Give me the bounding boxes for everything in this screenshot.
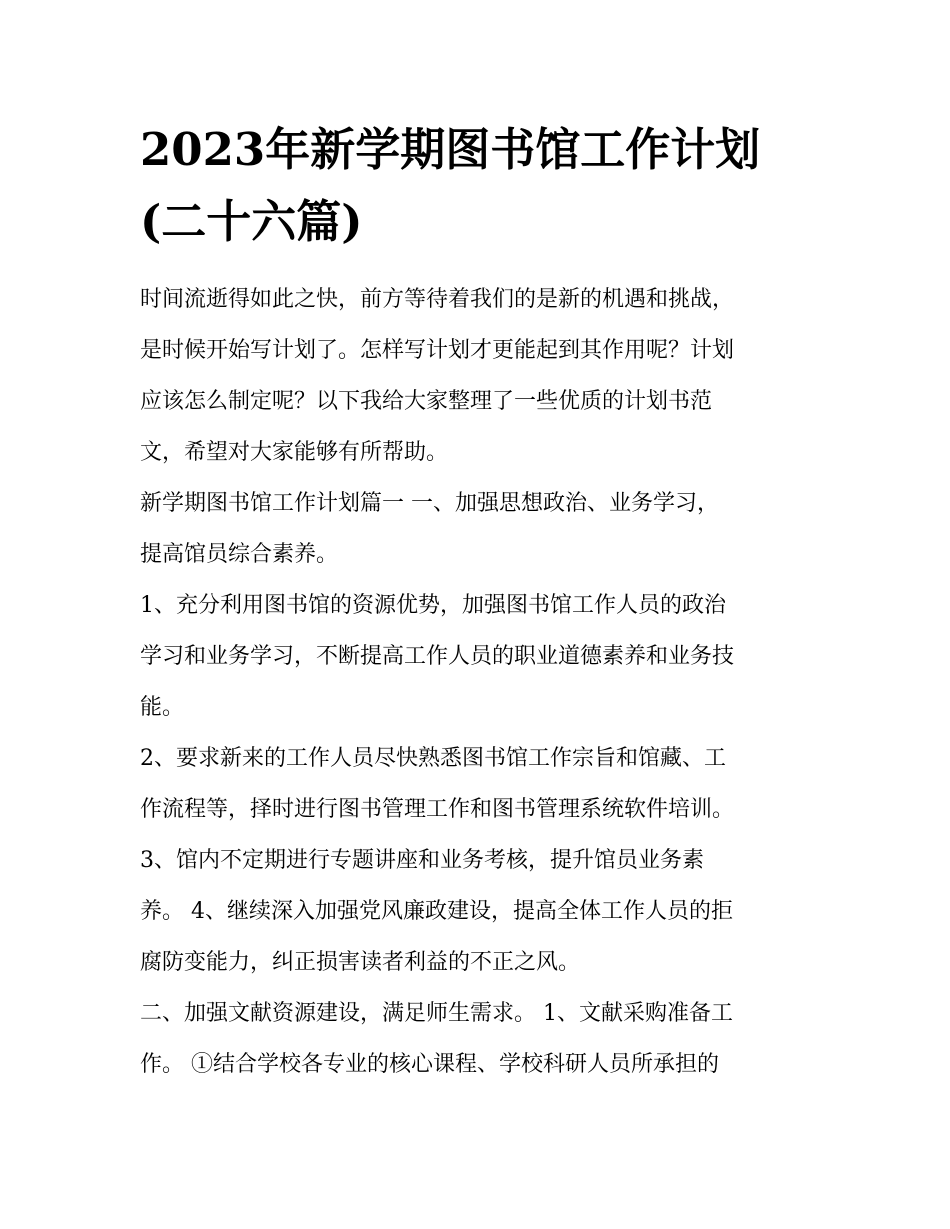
body-line: 作流程等，择时进行图书管理工作和图书管理系统软件培训。 — [140, 797, 735, 822]
body-line: 1、充分利用图书馆的资源优势，加强图书馆工作人员的政治 — [140, 593, 726, 618]
document-title — [140, 114, 830, 258]
body-line: 养。 4、继续深入加强党风廉政建设，提高全体工作人员的拒 — [140, 899, 733, 924]
title-line-1: 2023年新学期图书馆工作计划 — [140, 123, 761, 176]
body-line: 新学期图书馆工作计划篇一 一、加强思想政治、业务学习， — [140, 491, 719, 516]
body-line: 学习和业务学习，不断提高工作人员的职业道德素养和业务技 — [140, 644, 735, 669]
body-line: 应该怎么制定呢？以下我给大家整理了一些优质的计划书范 — [140, 389, 713, 414]
body-line: 文，希望对大家能够有所帮助。 — [140, 440, 449, 465]
body-line: 二、加强文献资源建设，满足师生需求。 1、文献采购准备工 — [140, 1001, 733, 1026]
title-line-2: (二十六篇) — [140, 195, 363, 248]
body-line: 3、馆内不定期进行专题讲座和业务考核，提升馆员业务素 — [140, 848, 704, 873]
body-line: 能。 — [140, 695, 185, 720]
document-body — [140, 274, 830, 1090]
body-line: 时间流逝得如此之快，前方等待着我们的是新的机遇和挑战， — [140, 287, 735, 312]
body-line: 作。 ①结合学校各专业的核心课程、学校科研人员所承担的 — [140, 1052, 719, 1077]
body-line: 2、要求新来的工作人员尽快熟悉图书馆工作宗旨和馆藏、工 — [140, 746, 726, 771]
body-line: 腐防变能力，纠正损害读者利益的不正之风。 — [140, 950, 581, 975]
body-line: 提高馆员综合素养。 — [140, 542, 339, 567]
body-line: 是时候开始写计划了。怎样写计划才更能起到其作用呢？计划 — [140, 338, 735, 363]
